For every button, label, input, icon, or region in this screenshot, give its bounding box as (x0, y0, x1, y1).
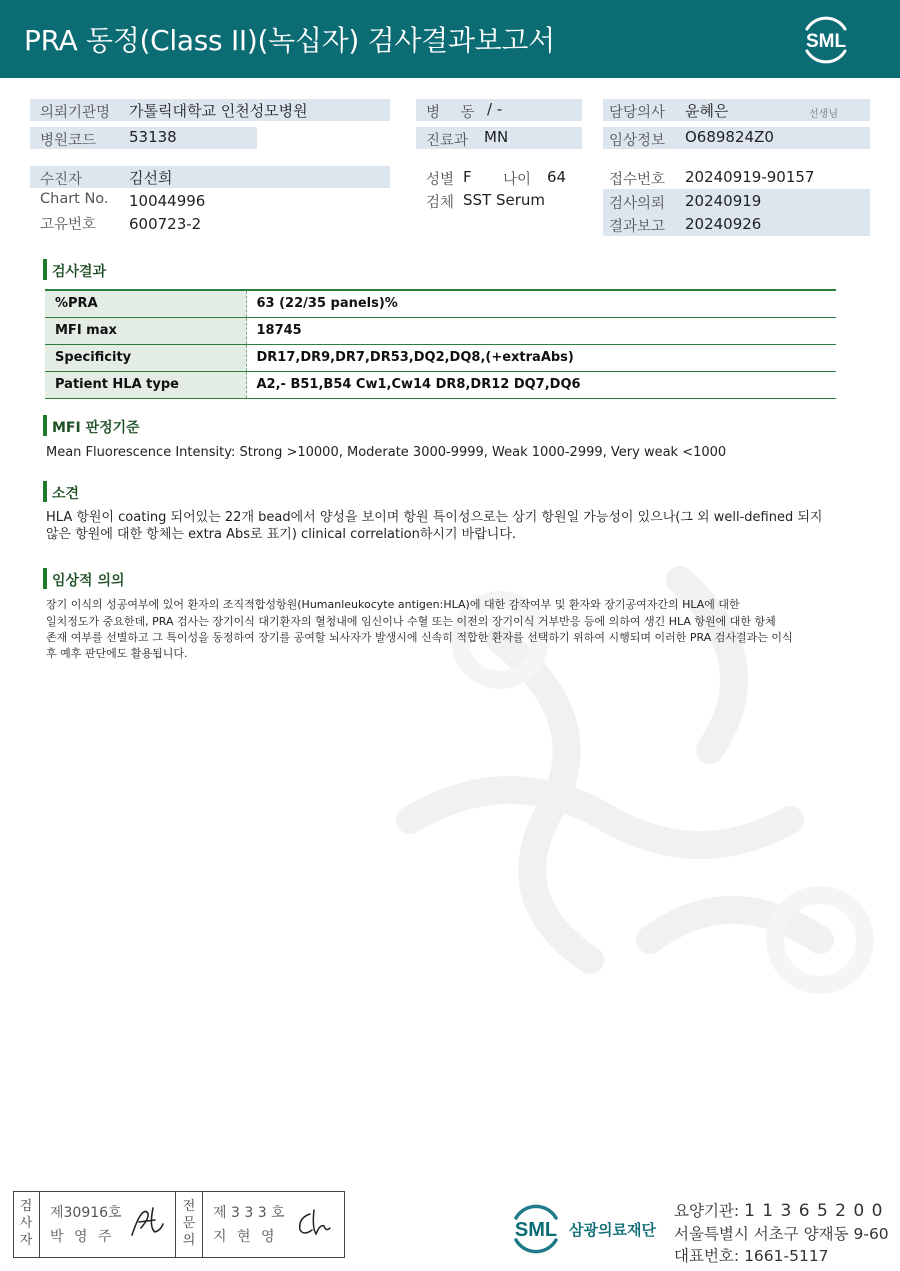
patient-value: 김선희 (129, 169, 173, 187)
result-value: 18745 (246, 317, 836, 344)
opinion-section-bar (43, 481, 47, 502)
report-date-label: 결과보고 (609, 219, 666, 235)
ward-label: 병 동 (426, 105, 483, 121)
table-row (45, 317, 836, 344)
divider (175, 1192, 176, 1257)
mfi-criteria-text: Mean Fluorescence Intensity: Strong >10000, Moderate 3000-9999, Weak 1000-2999, Very weak <1000 (46, 445, 727, 460)
result-label: %PRA (45, 290, 246, 317)
request-date-label: 검사의뢰 (609, 196, 666, 212)
tester-license: 제30916호 (50, 1205, 122, 1221)
specialist-label (182, 1198, 196, 1249)
significance-line: 존재 여부를 선별하고 그 특이성을 동정하여 장기를 공여할 뇌사자가 발생시에 신속히 적합한 환자를 선택하기 위하여 시행되며 이러한 PRA 검사결과는 이식 (46, 631, 793, 644)
mfi-section-title: MFI 판정기준 (52, 420, 140, 436)
ward-value: / - (487, 100, 503, 118)
specialist-label-char: 문 (182, 1216, 196, 1231)
sml-footer-logo-text: SML (514, 1219, 558, 1241)
divider (202, 1192, 203, 1257)
result-value: A2,- B51,B54 Cw1,Cw14 DR8,DR12 DQ7,DQ6 (246, 371, 836, 398)
results-table (45, 289, 836, 399)
patient-label: 수진자 (40, 172, 83, 188)
significance-line: 후 예후 판단에도 활용됩니다. (46, 647, 188, 660)
tester-label-char: 자 (19, 1233, 33, 1248)
mfi-section-bar (43, 415, 47, 436)
patient-band (30, 166, 390, 188)
clinical-info-label: 임상정보 (609, 133, 666, 149)
result-value: DR17,DR9,DR7,DR53,DQ2,DQ8,(+extraAbs) (246, 344, 836, 371)
institution-code-label: 요양기관: (674, 1202, 740, 1220)
phone-label: 대표번호: (674, 1247, 740, 1265)
chart-no-value: 10044996 (129, 192, 206, 210)
institution-code: 1 1 3 6 5 2 0 0 (744, 1201, 884, 1221)
specialist-signature-icon (294, 1206, 334, 1242)
tester-label (19, 1198, 33, 1249)
specimen-value: SST Serum (463, 191, 546, 209)
dept-label: 진료과 (426, 133, 469, 149)
receipt-no-label: 접수번호 (609, 172, 666, 188)
sml-logo-icon (797, 12, 855, 66)
specialist-license: 제 3 3 3 호 (213, 1205, 285, 1221)
opinion-section-title: 소견 (52, 486, 80, 502)
sml-footer-logo-icon (508, 1199, 564, 1257)
divider (39, 1192, 40, 1257)
unique-no-label: 고유번호 (40, 217, 97, 233)
significance-line: 장기 이식의 성공여부에 있어 환자의 조직적합성항원(Humanleukocyte antigen:HLA)에 대한 감작여부 및 환자와 장기공여자간의 HLA에 대한 (46, 598, 740, 611)
tester-label-char: 검 (19, 1199, 33, 1214)
report-date-value: 20240926 (685, 215, 762, 233)
result-label: MFI max (45, 317, 246, 344)
opinion-line: 않은 항원에 대한 항체는 extra Abs로 표기) clinical correlation하시기 바랍니다. (46, 527, 517, 542)
signature-box (13, 1191, 345, 1258)
specimen-label: 검체 (426, 195, 455, 211)
age-value: 64 (547, 168, 567, 186)
dept-value: MN (484, 128, 509, 146)
hospital-code-value: 53138 (129, 128, 177, 146)
table-row (45, 290, 836, 317)
significance-section-title: 임상적 의의 (52, 573, 125, 589)
tester-name: 박 영 주 (50, 1229, 115, 1245)
institution-label: 의뢰기관명 (40, 105, 111, 121)
results-section-title: 검사결과 (52, 264, 107, 280)
opinion-line: HLA 항원이 coating 되어있는 22개 bead에서 양성을 보이며 항원 특이성으로는 상기 항원일 가능성이 있으나(그 외 well-defined 되지 (46, 510, 823, 525)
receipt-no-value: 20240919-90157 (685, 168, 815, 186)
table-row (45, 371, 836, 398)
institution-code-line (674, 1199, 883, 1221)
chart-no-label: Chart No. (40, 191, 109, 207)
specialist-label-char: 의 (182, 1233, 196, 1248)
institution-value: 가톨릭대학교 인천성모병원 (129, 102, 308, 120)
table-row (45, 344, 836, 371)
address: 서울특별시 서초구 양재동 9-60 (674, 1225, 889, 1243)
unique-no-value: 600723-2 (129, 215, 202, 233)
phone-line (674, 1244, 829, 1266)
specialist-name: 지 현 영 (213, 1229, 278, 1245)
specialist-label-char: 전 (182, 1199, 196, 1214)
sex-label: 성별 (426, 172, 455, 188)
report-title: PRA 동정(Class II)(녹십자) 검사결과보고서 (24, 24, 555, 57)
report-header (0, 0, 900, 78)
sex-value: F (463, 168, 472, 186)
doctor-label: 담당의사 (609, 105, 666, 121)
results-section-bar (43, 259, 47, 280)
significance-line: 일치정도가 중요한데, PRA 검사는 장기이식 대기환자의 혈청내에 임신이나 수혈 또는 이전의 장기이식 거부반응 등에 의하여 생긴 HLA 항원에 대한 항체 (46, 615, 776, 628)
doctor-value: 윤혜은 (685, 102, 729, 120)
phone-number: 1661-5117 (744, 1247, 829, 1265)
tester-label-char: 사 (19, 1216, 33, 1231)
significance-section-bar (43, 568, 47, 589)
age-label: 나이 (503, 172, 532, 188)
doctor-suffix: 선생님 (809, 109, 838, 120)
result-label: Specificity (45, 344, 246, 371)
result-value: 63 (22/35 panels)% (246, 290, 836, 317)
clinical-info-value: O689824Z0 (685, 128, 774, 146)
hospital-code-label: 병원코드 (40, 133, 97, 149)
tester-signature-icon (129, 1202, 167, 1242)
org-name: 삼광의료재단 (569, 1221, 656, 1239)
result-label: Patient HLA type (45, 371, 246, 398)
request-date-value: 20240919 (685, 192, 762, 210)
sml-logo-text: SML (805, 31, 847, 52)
